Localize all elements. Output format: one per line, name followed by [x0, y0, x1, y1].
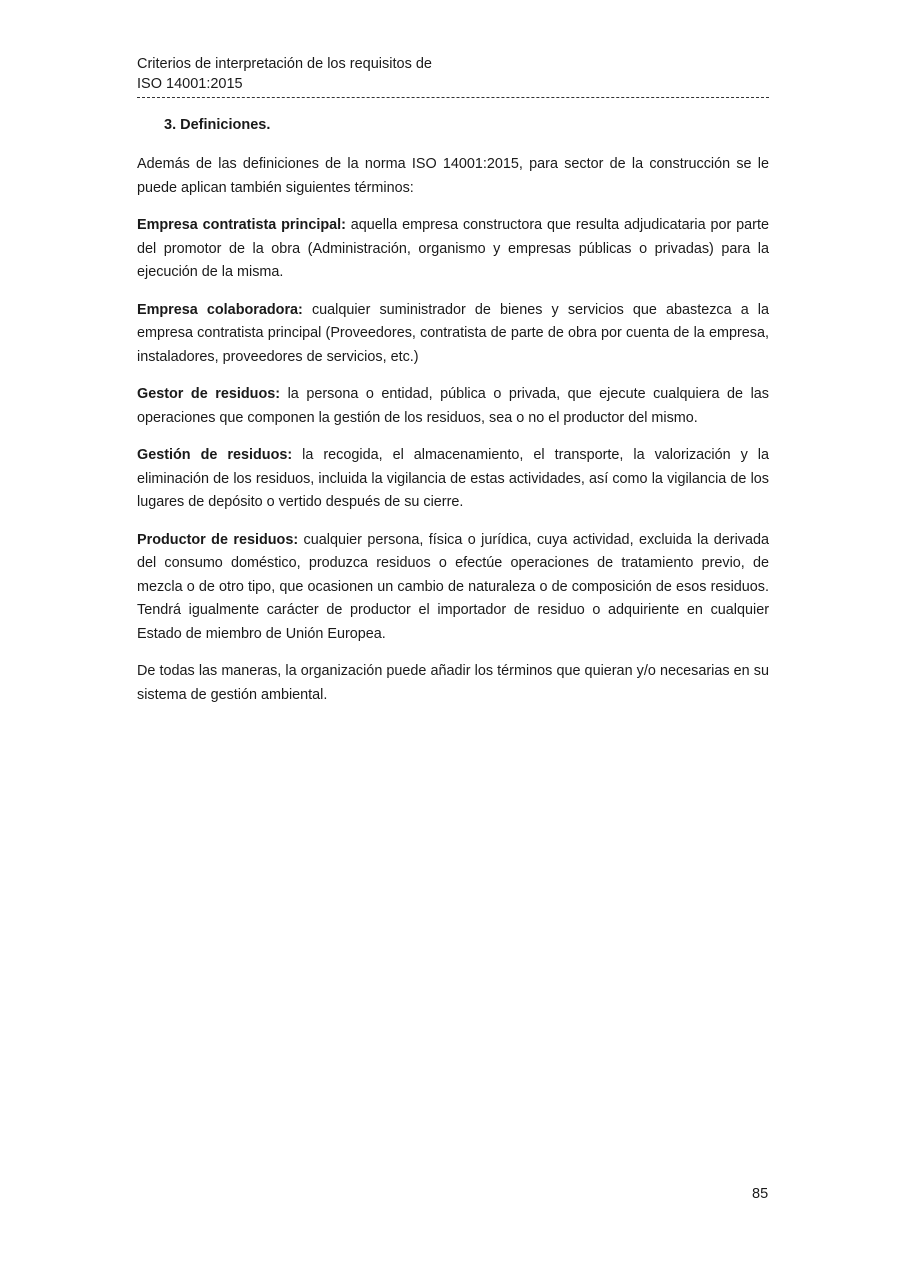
definition-text: la persona o entidad, pública o privada, que ejecute cualquiera de las operaciones que componen la gestión de los residuos, sea o no el productor del mismo.	[137, 386, 770, 426]
definition-term: Gestión de residuos:	[137, 447, 293, 463]
definition-term: Empresa colaboradora:	[137, 301, 303, 318]
definition-paragraph	[137, 444, 769, 515]
definition-text: cualquier persona, física o jurídica, cuya actividad, excluida la derivada del consumo doméstico, produzca residuos o efectúe operaciones de tratamiento previo, de mezcla o de otro tipo, que ocasionen un cambio de naturaleza o de composición de esos residuos. Tendrá igualmente carácter de productor el importador de residuo o adquiriente en cualquier Estado de miembro de Unión Europea.	[137, 531, 769, 642]
definition-text: cualquier suministrador de bienes y servicios que abastezca a la empresa contratista principal (Proveedores, contratista de parte de obra por cuenta de la empresa, instaladores, proveedores de servicios, etc.)	[137, 301, 770, 365]
closing-paragraph: De todas las maneras, la organización puede añadir los términos que quieran y/o necesarias en su sistema de gestión ambiental.	[137, 663, 769, 703]
definition-term: Empresa contratista principal:	[137, 217, 346, 233]
definition-paragraph	[137, 214, 769, 285]
definition-text: aquella empresa constructora que resulta adjudicataria por parte del promotor de la obra (Administración, organismo y empresas públicas o privadas) para la ejecución de la misma.	[137, 217, 769, 280]
header-line-2: ISO 14001:2015	[137, 76, 243, 92]
definition-paragraph	[137, 529, 769, 647]
header-divider	[137, 97, 769, 98]
intro-paragraph: Además de las definiciones de la norma ISO 14001:2015, para sector de la construcción se le puede aplican también siguientes términos:	[137, 156, 769, 196]
document-body	[137, 153, 769, 721]
definition-paragraph	[137, 299, 769, 370]
definition-paragraph	[137, 383, 769, 430]
section-title: 3. Definiciones.	[164, 117, 271, 133]
definition-term: Productor de residuos:	[137, 531, 299, 548]
running-header	[137, 54, 432, 94]
definition-text: la recogida, el almacenamiento, el transporte, la valorización y la eliminación de los residuos, incluida la vigilancia de estas actividades, así como la vigilancia de los lugares de depósito o vertido después de su cierre.	[137, 447, 769, 510]
definition-term: Gestor de residuos:	[137, 386, 281, 402]
page-number: 85	[752, 1186, 769, 1202]
header-line-1: Criterios de interpretación de los requisitos de	[137, 56, 432, 72]
